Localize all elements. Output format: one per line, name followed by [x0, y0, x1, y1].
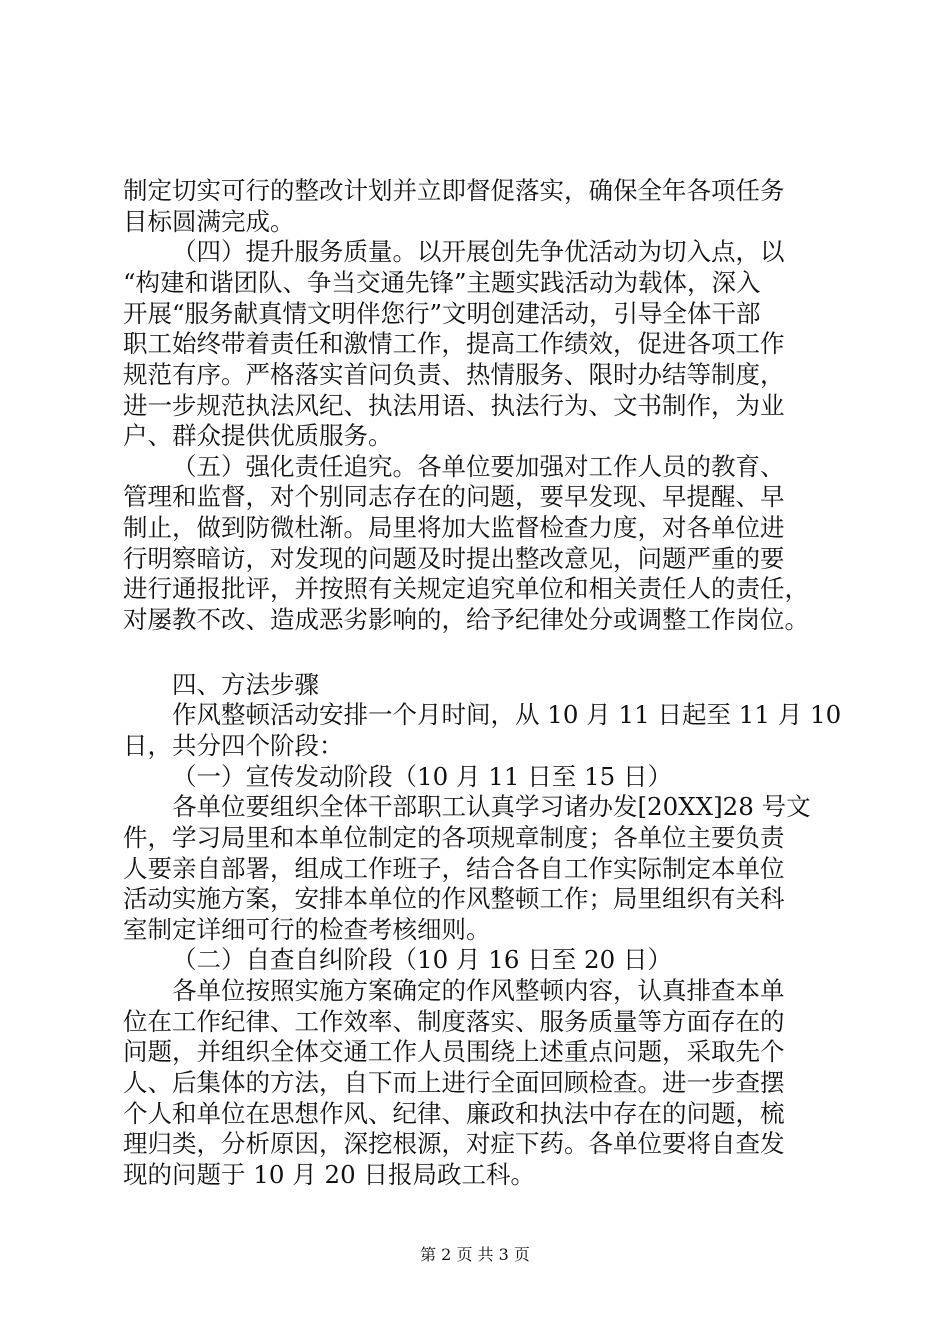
body-line: 户、群众提供优质服务。: [123, 421, 393, 450]
body-line: 职工始终带着责任和激情工作，提高工作绩效，促进各项工作: [123, 329, 785, 358]
body-line: 各单位要组织全体干部职工认真学习诸办发[20XX]28 号文: [172, 792, 811, 821]
body-line: 件，学习局里和本单位制定的各项规章制度；各单位主要负责: [123, 823, 785, 852]
body-line: 理归类，分析原因，深挖根源，对症下药。各单位要将自查发: [123, 1129, 785, 1158]
body-line: 人、后集体的方法，自下而上进行全面回顾检查。进一步查摆: [123, 1068, 785, 1097]
body-line: 制止，做到防微杜渐。局里将加大监督检查力度，对各单位进: [123, 513, 785, 542]
stage-heading: （二）自查自纠阶段（10 月 16 日至 20 日）: [172, 945, 672, 974]
body-line: 目标圆满完成。: [123, 207, 295, 236]
body-line: 管理和监督，对个别同志存在的问题，要早发现、早提醒、早: [123, 482, 785, 511]
body-line: 对屡教不改、造成恶劣影响的，给予纪律处分或调整工作岗位。: [123, 605, 809, 634]
section-heading: 四、方法步骤: [172, 670, 319, 699]
body-line: 进一步规范执法风纪、执法用语、执法行为、文书制作，为业: [123, 391, 785, 420]
body-line: “构建和谐团队、争当交通先锋”主题实践活动为载体，深入: [123, 268, 761, 297]
body-line: 人要亲自部署，组成工作班子，结合各自工作实际制定本单位: [123, 854, 785, 883]
body-line: 各单位按照实施方案确定的作风整顿内容，认真排查本单: [172, 976, 785, 1005]
page-footer: 第 2 页 共 3 页: [420, 1245, 530, 1264]
body-line: 规范有序。严格落实首问负责、热情服务、限时办结等制度，: [123, 360, 785, 389]
body-line: 活动实施方案，安排本单位的作风整顿工作；局里组织有关科: [123, 884, 785, 913]
paragraph-heading: （四）提升服务质量。以开展创先争优活动为切入点，以: [172, 237, 785, 266]
body-line: 进行通报批评，并按照有关规定追究单位和相关责任人的责任，: [123, 574, 809, 603]
body-line: 个人和单位在思想作风、纪律、廉政和执法中存在的问题，梳: [123, 1099, 785, 1128]
paragraph-heading: （五）强化责任追究。各单位要加强对工作人员的教育、: [172, 452, 785, 481]
body-line: 作风整顿活动安排一个月时间，从 10 月 11 日起至 11 月 10: [172, 700, 842, 729]
stage-heading: （一）宣传发动阶段（10 月 11 日至 15 日）: [172, 762, 672, 791]
body-line: 问题，并组织全体交通工作人员围绕上述重点问题，采取先个: [123, 1037, 785, 1066]
body-line: 日，共分四个阶段：: [123, 731, 344, 760]
body-line: 行明察暗访，对发现的问题及时提出整改意见，问题严重的要: [123, 544, 785, 573]
body-line: 现的问题于 10 月 20 日报局政工科。: [123, 1160, 536, 1189]
body-line: 制定切实可行的整改计划并立即督促落实，确保全年各项任务: [123, 176, 785, 205]
body-line: 开展“服务献真情文明伴您行”文明创建活动，引导全体干部: [123, 299, 761, 328]
body-line: 位在工作纪律、工作效率、制度落实、服务质量等方面存在的: [123, 1007, 785, 1036]
body-line: 室制定详细可行的检查考核细则。: [123, 915, 491, 944]
